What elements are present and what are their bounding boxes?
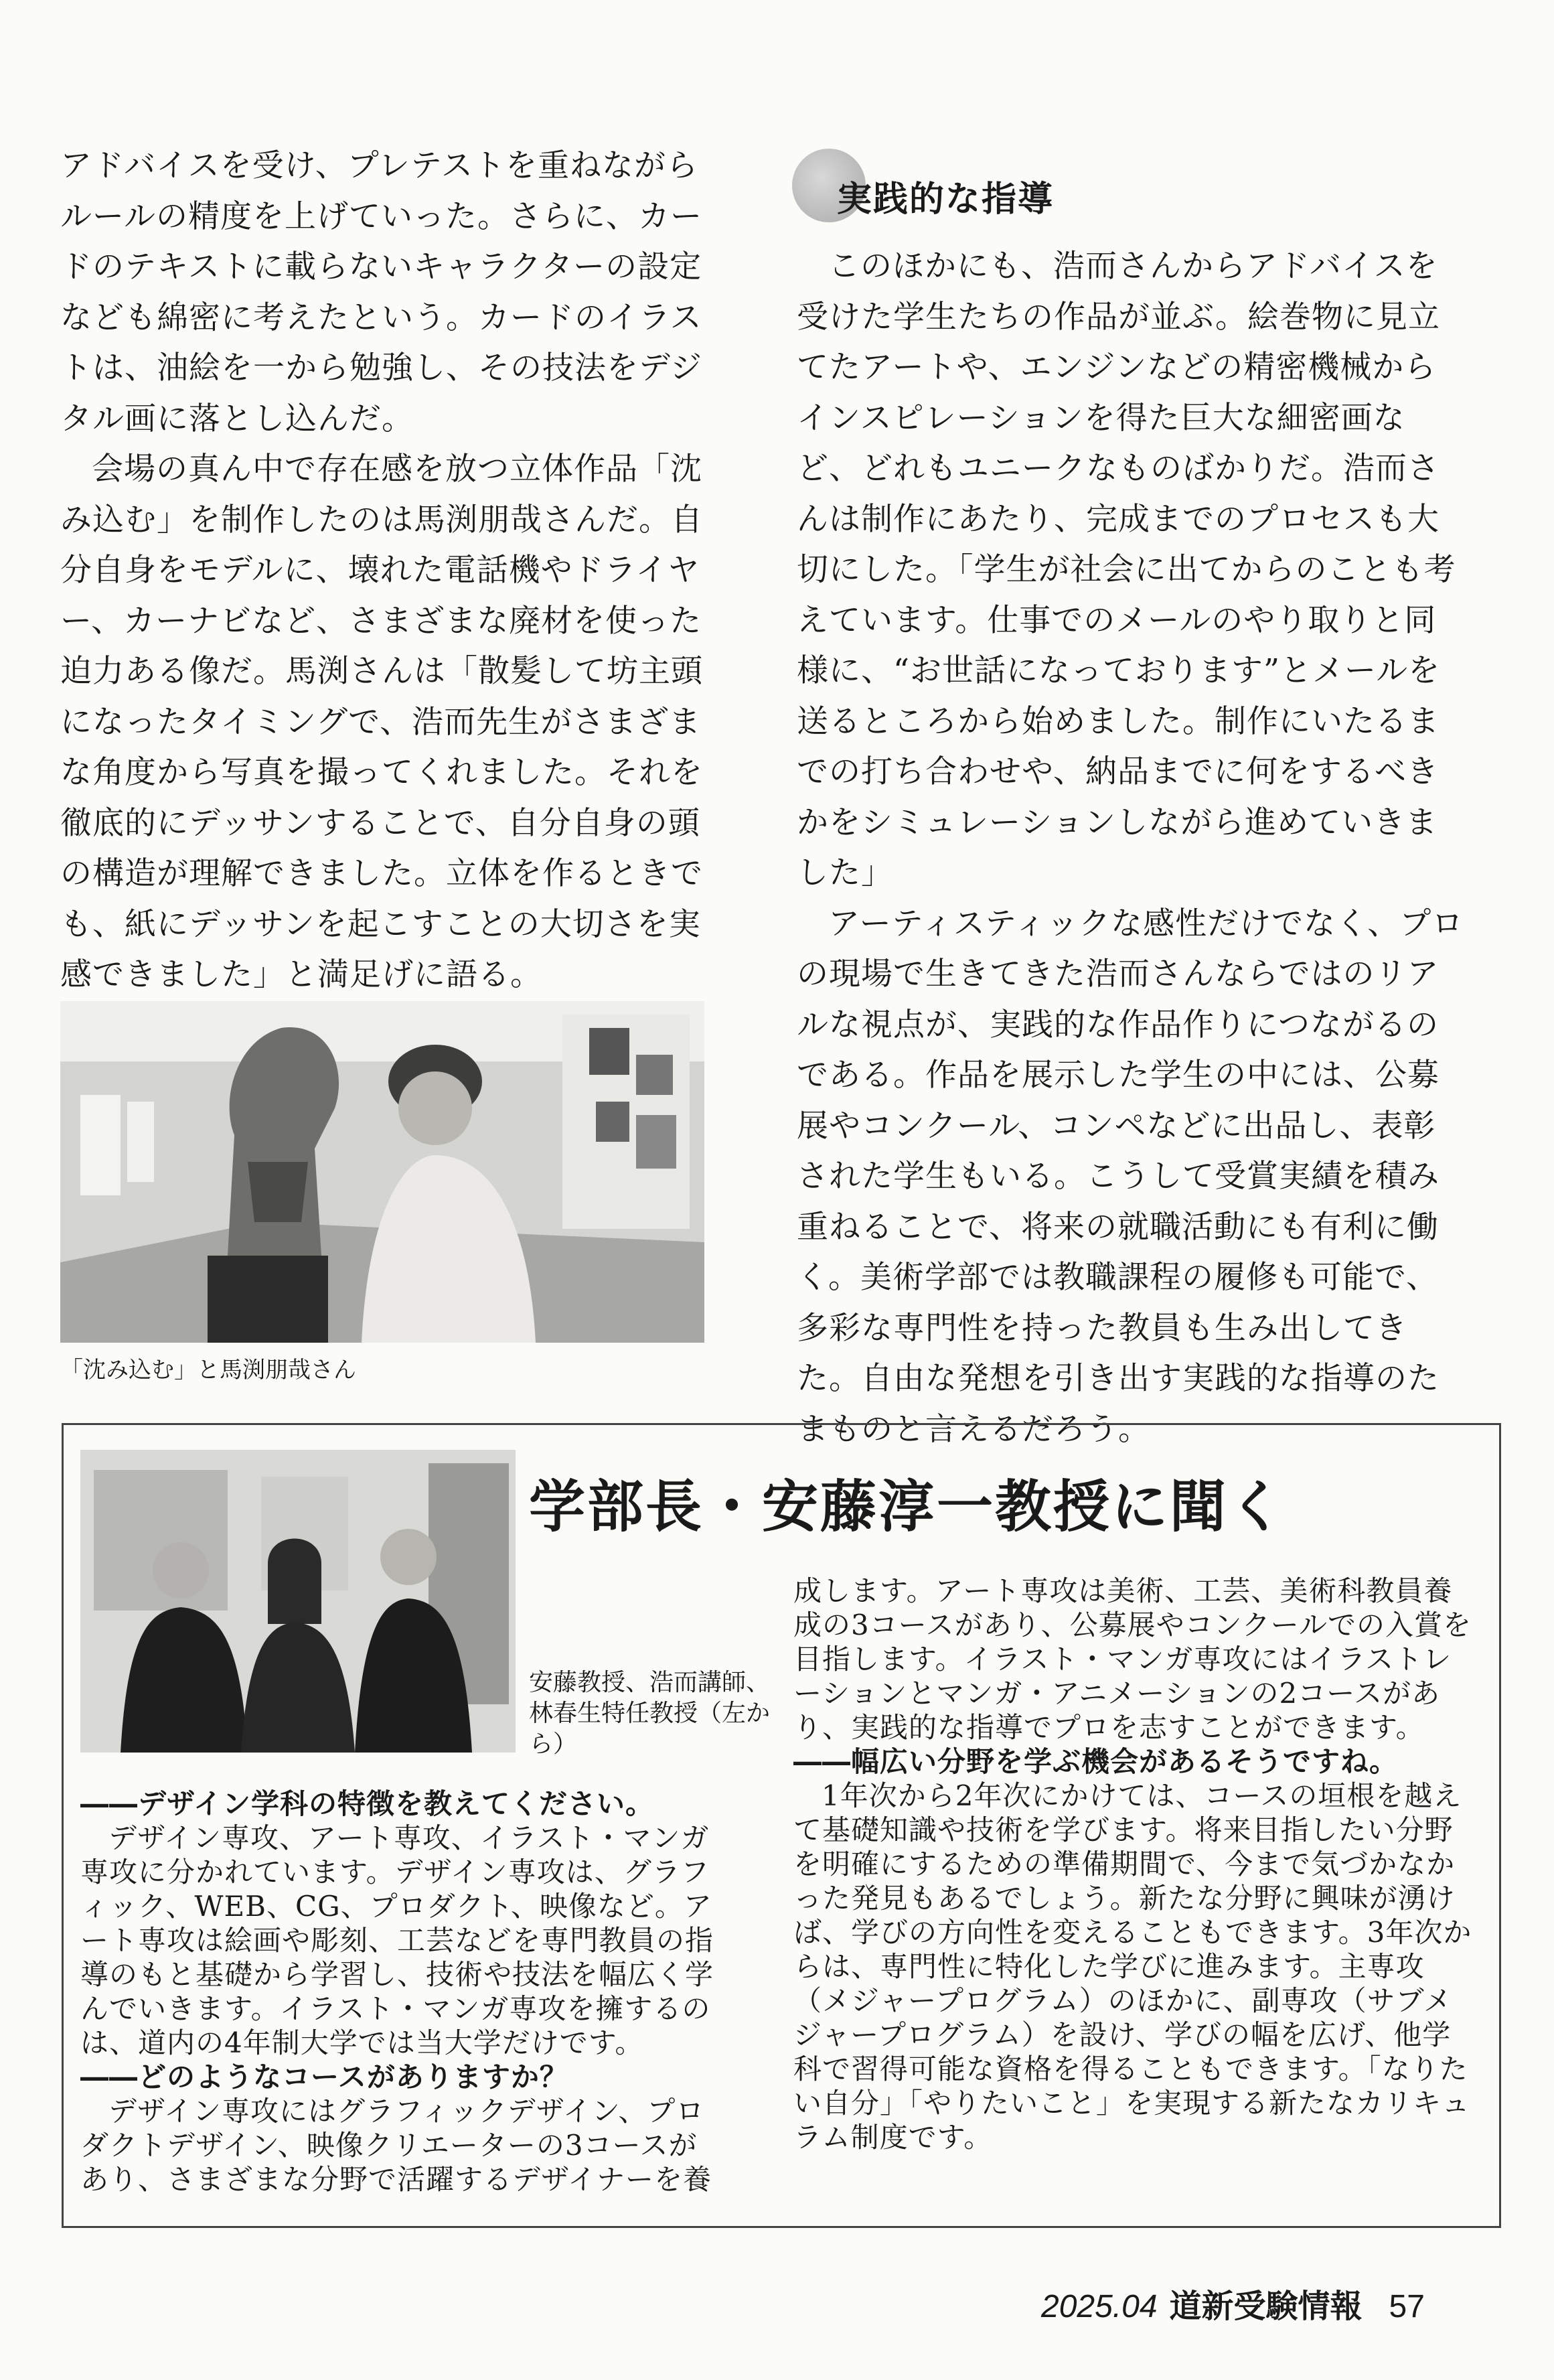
issue-date: 2025.04 — [1041, 2289, 1158, 2324]
section-heading: 実践的な指導 — [837, 179, 1055, 220]
interview-answer: デザイン専攻にはグラフィックデザイン、プロダクトデザイン、映像クリエーターの3コースがあり、さまざまな分野で活躍するデザイナーを養 — [80, 2095, 712, 2196]
right-column-text — [797, 241, 1466, 1455]
sculpture-photo — [60, 1001, 704, 1343]
interview-title: 学部長・安藤淳一教授に聞く — [529, 1474, 1287, 1540]
magazine-name: 道新受験情報 — [1169, 2288, 1363, 2325]
interview-answer: 成します。アート専攻は美術、工芸、美術科教員養成の3コースがあり、公募展やコンクールでの入賞を目指します。イラスト・マンガ専攻にはイラストレーションとマンガ・アニメーションの2コースがあり、実践的な指導でプロを志すことができます。 — [793, 1574, 1472, 1744]
sculpture-photo-illustration — [60, 1001, 704, 1343]
photo-caption: 安藤教授、浩而講師、林春生特任教授（左から） — [529, 1669, 771, 1758]
page-number: 57 — [1389, 2289, 1425, 2324]
interview-question: ――デザイン学科の特徴を教えてください。 — [80, 1787, 655, 1820]
interview-question: ――幅広い分野を学ぶ機会があるそうですね。 — [793, 1745, 1399, 1778]
faculty-photo — [80, 1450, 516, 1753]
paragraph: アドバイスを受け、プレテストを重ねながらルールの精度を上げていった。さらに、カードのテキストに載らないキャラクターの設定なども綿密に考えたという。カードのイラストは、油絵を一から勉強し、その技法をデジタル画に落とし込んだ。 — [60, 147, 703, 437]
paragraph: 会場の真ん中で存在感を放つ立体作品「沈み込む」を制作したのは馬渕朋哉さんだ。自分自身をモデルに、壊れた電話機やドライヤー、カーナビなど、さまざまな廃材を使った迫力ある像だ。馬渕さんは「散髪して坊主頭になったタイミングで、浩而先生がさまざまな角度から写真を撮ってくれました。それを徹底的にデッサンすることで、自分自身の頭の構造が理解できました。立体を作るときでも、紙にデッサンを起こすことの大切さを実感できました」と満足げに語る。 — [60, 451, 703, 993]
interview-question: ――どのようなコースがありますか？ — [80, 2061, 568, 2093]
faculty-photo-illustration — [80, 1450, 516, 1753]
interview-right-column — [793, 1574, 1476, 2154]
interview-answer: デザイン専攻、アート専攻、イラスト・マンガ専攻に分かれています。デザイン専攻は、グラフィック、WEB、CG、プロダクト、映像など。アート専攻は絵画や彫刻、工芸などを専門教員の指導のもと基礎から学習し、技術や技法を幅広く学んでいきます。イラスト・マンガ専攻を擁するのは、道内の4年制大学では当大学だけです。 — [80, 1821, 714, 2059]
interview-left-column — [80, 1787, 723, 2197]
interview-answer: 1年次から2年次にかけては、コースの垣根を越えて基礎知識や技術を学びます。将来目指したい分野を明確にするための準備期間で、今まで気づかなかった発見もあるでしょう。新たな分野に興味が湧けば、学びの方向性を変えることもできます。3年次からは、専門性に特化した学びに進みます。主専攻（メジャープログラム）のほかに、副専攻（サブメジャープログラム）を設け、学びの幅を広げ、他学科で習得可能な資格を得ることもできます。「なりたい自分」「やりたいこと」を実現する新たなカリキュラム制度です。 — [793, 1779, 1472, 2154]
paragraph: アーティスティックな感性だけでなく、プロの現場で生きてきた浩而さんならではのリアルな視点が、実践的な作品作りにつながるのである。作品を展示した学生の中には、公募展やコンクール、コンペなどに出品し、表彰された学生もいる。こうして受賞実績を積み重ねることで、将来の就職活動にも有利に働く。美術学部では教職課程の履修も可能で、多彩な専門性を持った教員も生み出してきた。自由な発想を引き出す実践的な指導のたまものと言えるだろう。 — [797, 905, 1464, 1448]
left-column-text — [60, 141, 723, 1000]
photo-caption: 「沈み込む」と馬渕朋哉さん — [60, 1357, 356, 1384]
paragraph: このほかにも、浩而さんからアドバイスを受けた学生たちの作品が並ぶ。絵巻物に見立てたアートや、エンジンなどの精密機械からインスピレーションを得た巨大な細密画など、どれもユニークなものばかりだ。浩而さんは制作にあたり、完成までのプロセスも大切にした。「学生が社会に出てからのことも考えています。仕事でのメールのやり取りと同様に、“お世話になっております”とメールを送るところから始めました。制作にいたるまでの打ち合わせや、納品までに何をするべきかをシミュレーションしながら進めていきました」 — [797, 248, 1456, 891]
page-footer — [1041, 2280, 1425, 2326]
